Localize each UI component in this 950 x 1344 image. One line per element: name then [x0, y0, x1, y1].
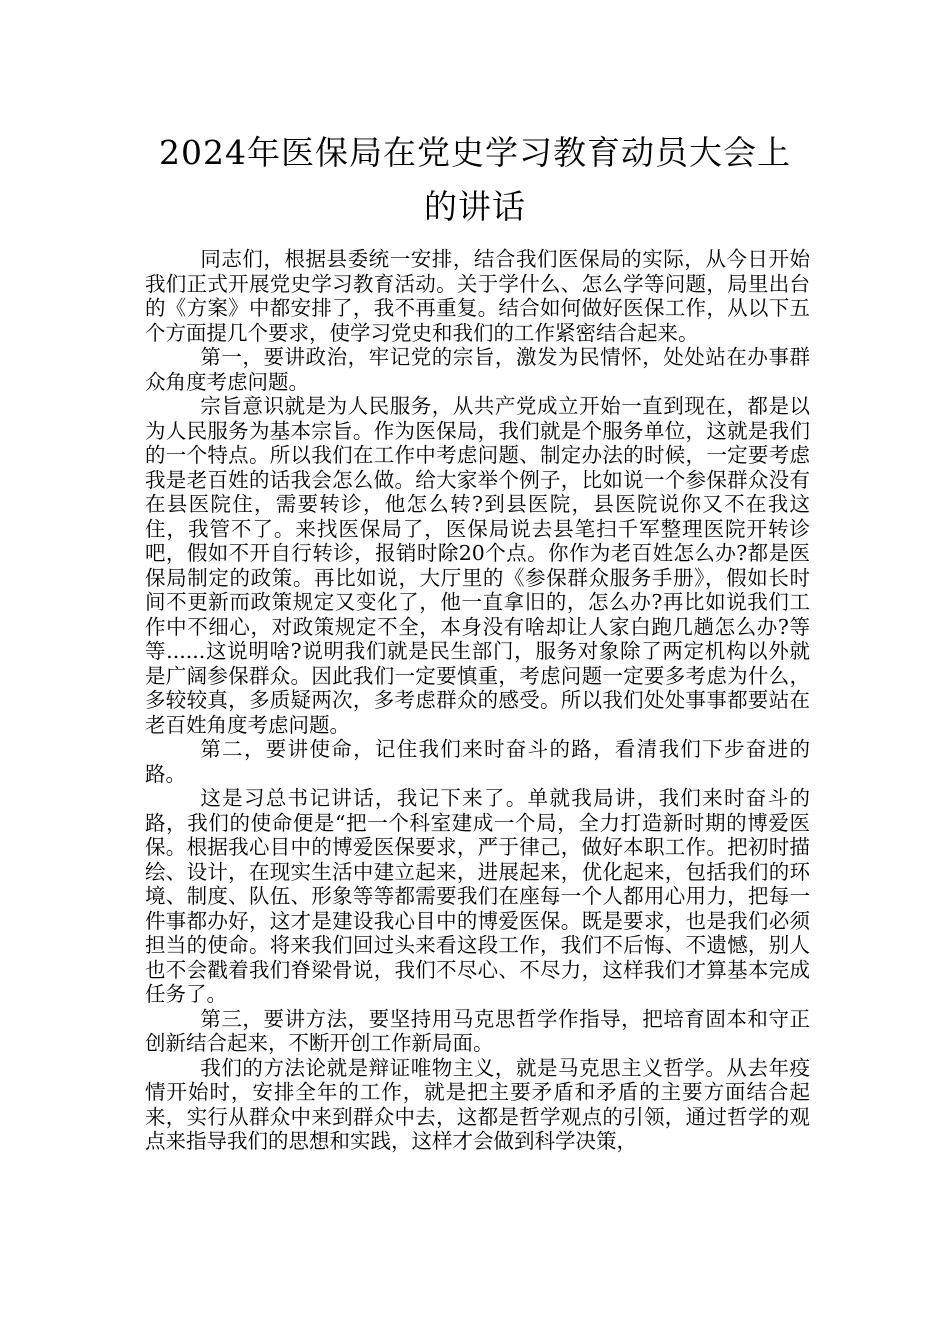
document-title — [140, 126, 810, 234]
paragraph-heading-3: 第三，要讲方法，要坚持用马克思哲学作指导，把培育固本和守正创新结合起来，不断开创工作新局面。 — [145, 1006, 810, 1055]
title-line-2: 的讲话 — [424, 187, 526, 226]
title-line-1: 2024年医保局在党史学习教育动员大会上 — [159, 133, 791, 172]
document-body — [145, 247, 810, 1154]
paragraph-intro: 同志们，根据县委统一安排，结合我们医保局的实际，从今日开始我们正式开展党史学习教育活动。关于学什么、怎么学等问题，局里出台的《方案》中都安排了，我不再重复。结合如何做好医保工作，从以下五个方面提几个要求，使学习党史和我们的工作紧密结合起来。 — [145, 247, 810, 345]
paragraph-heading-2: 第二，要讲使命，记住我们来时奋斗的路，看清我们下步奋进的路。 — [145, 737, 810, 786]
paragraph-body-2: 这是习总书记讲话，我记下来了。单就我局讲，我们来时奋斗的路，我们的使命便是“把一个科室建成一个局，全力打造新时期的博爱医保。根据我心目中的博爱医保要求，严于律己，做好本职工作。把初时描绘、设计，在现实生活中建立起来，进展起来，优化起来，包括我们的环境、制度、队伍、形象等等都需要我们在座每一个人都用心用力，把每一件事都办好，这才是建设我心目中的博爱医保。既是要求，也是我们必须担当的使命。将来我们回过头来看这段工作，我们不后悔、不遗憾，别人也不会戳着我们脊梁骨说，我们不尽心、不尽力，这样我们才算基本完成任务了。 — [145, 786, 810, 1006]
paragraph-body-1: 宗旨意识就是为人民服务，从共产党成立开始一直到现在，都是以为人民服务为基本宗旨。作为医保局，我们就是个服务单位，这就是我们的一个特点。所以我们在工作中考虑问题、制定办法的时候，一定要考虑我是老百姓的话我会怎么做。给大家举个例子，比如说一个参保群众没有在县医院住，需要转诊，他怎么转?到县医院，县医院说你又不在我这住，我管不了。来找医保局了，医保局说去县笔扫千军整理医院开转诊吧，假如不开自行转诊，报销时除20个点。你作为老百姓怎么办?都是医保局制定的政策。再比如说，大厅里的《参保群众服务手册》，假如长时间不更新而政策规定又变化了，他一直拿旧的，怎么办?再比如说我们工作中不细心，对政策规定不全，本身没有啥却让人家白跑几趟怎么办?等等......这说明啥?说明我们就是民生部门，服务对象除了两定机构以外就是广阔参保群众。因此我们一定要慎重，考虑问题一定要多考虑为什么，多较较真，多质疑两次，多考虑群众的感受。所以我们处处事事都要站在老百姓角度考虑问题。 — [145, 394, 810, 737]
paragraph-body-3: 我们的方法论就是辩证唯物主义，就是马克思主义哲学。从去年疫情开始时，安排全年的工作，就是把主要矛盾和矛盾的主要方面结合起来，实行从群众中来到群众中去，这都是哲学观点的引领，通过哲学的观点来指导我们的思想和实践，这样才会做到科学决策， — [145, 1055, 810, 1153]
paragraph-heading-1: 第一，要讲政治，牢记党的宗旨，激发为民情怀，处处站在办事群众角度考虑问题。 — [145, 345, 810, 394]
